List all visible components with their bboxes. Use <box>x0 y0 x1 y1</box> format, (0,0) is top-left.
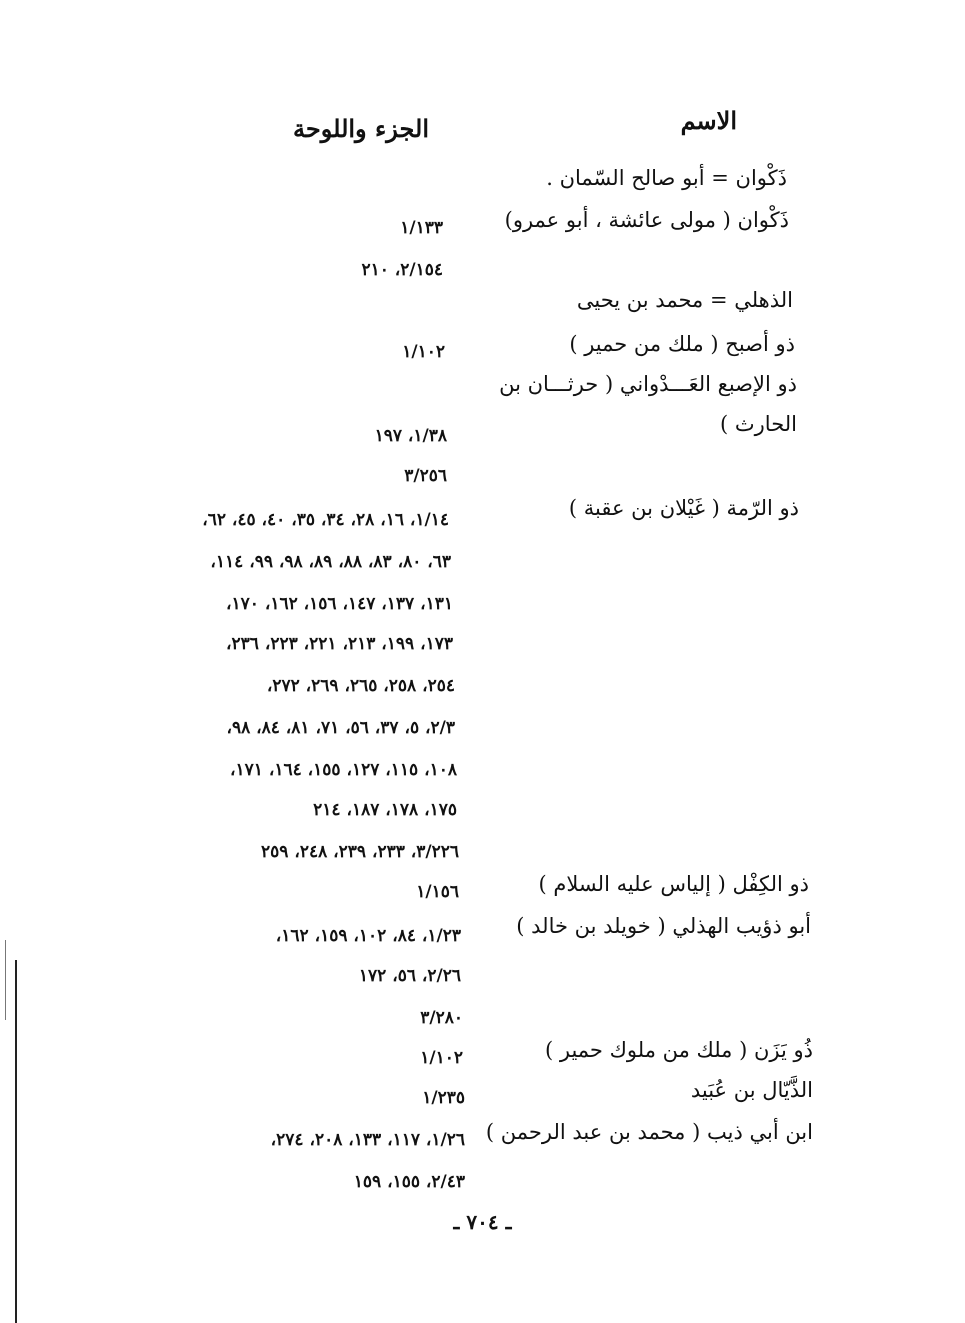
name-entry: ذُو يَزَن ( ملك من ملوك حمير ) <box>545 1038 813 1062</box>
name-entry: ذَكْوان ( مولى عائشة ، أبو عمرو) <box>504 208 789 232</box>
scan-edge-line <box>5 940 6 1020</box>
page-reference: ١/٢٦، ١١٧، ١٣٣، ٢٠٨، ٢٧٤، <box>270 1130 465 1150</box>
page-reference: ١/١٠٢ <box>420 1048 463 1068</box>
name-entry: الحارث ) <box>720 412 797 436</box>
name-entry: ذو الإصبع العَـــدْواني ( حرثـــان بن <box>499 372 797 396</box>
name-entry: الذهلي = محمد بن يحيى <box>576 288 793 312</box>
page-number: ـ ٧٠٤ ـ <box>453 1210 512 1234</box>
page-reference: ١٧٣، ١٩٩، ٢١٣، ٢٢١، ٢٢٣، ٢٣٦، <box>226 634 453 654</box>
name-entry: ذو الكِفْل ( إلياس عليه السلام ) <box>538 872 809 896</box>
page-reference: ١/٣٨، ١٩٧ <box>374 426 447 446</box>
page-reference: ١٠٨، ١١٥، ١٢٧، ١٥٥، ١٦٤، ١٧١، <box>230 760 457 780</box>
page-reference: ٢/١٥٤، ٢١٠ <box>361 260 443 280</box>
page-reference: ١٣١، ١٣٧، ١٤٧، ١٥٦، ١٦٢، ١٧٠، <box>226 594 453 614</box>
name-entry: ذو الرّمة ( غَيْلان بن عقبة ) <box>568 496 799 520</box>
page-reference: ١/٢٣٥ <box>422 1088 465 1108</box>
name-entry: الذَّيّال بن عُبَيد <box>690 1078 813 1102</box>
name-entry: ابن أبي ذيب ( محمد بن عبد الرحمن ) <box>485 1120 813 1144</box>
page-reference: ٣/٢٢٦، ٢٣٣، ٢٣٩، ٢٤٨، ٢٥٩ <box>261 842 459 862</box>
page-reference: ٦٣، ٨٠، ٨٣، ٨٨، ٨٩، ٩٨، ٩٩، ١١٤، <box>210 552 451 572</box>
page-reference: ١٧٥، ١٧٨، ١٨٧، ٢١٤ <box>313 800 457 820</box>
name-entry: أبو ذؤيب الهذلي ( خويلد بن خالد ) <box>516 914 811 938</box>
column-header-name: الاسم <box>680 106 737 135</box>
page-reference: ٢/٢٦، ٥٦، ١٧٢ <box>358 966 461 986</box>
page-reference: ١/١٣٣ <box>400 218 443 238</box>
page-reference: ٢/٣، ٥، ٣٧، ٥٦، ٧١، ٨١، ٨٤، ٩٨، <box>226 718 455 738</box>
page-reference: ١/١٤، ١٦، ٢٨، ٣٤، ٣٥، ٤٠، ٤٥، ٦٢، <box>202 510 449 530</box>
column-header-part-plate: الجزء واللوحة <box>293 114 429 143</box>
page-reference: ٣/٢٨٠ <box>420 1008 463 1028</box>
page-reference: ١/١٥٦ <box>416 882 459 902</box>
name-entry: ذو أصبح ( ملك من حمير ) <box>569 332 795 356</box>
page-reference: ١/١٠٢ <box>402 342 445 362</box>
page-reference: ٢٥٤، ٢٥٨، ٢٦٥، ٢٦٩، ٢٧٢، <box>266 676 455 696</box>
scan-edge-line <box>15 960 17 1323</box>
page-reference: ٣/٢٥٦ <box>404 466 447 486</box>
page-reference: ١/٢٣، ٨٤، ١٠٢، ١٥٩، ١٦٢، <box>275 926 461 946</box>
name-entry: ذَكْوان = أبو صالح السّمان . <box>546 166 787 190</box>
page-reference: ٢/٤٣، ١٥٥، ١٥٩ <box>353 1172 465 1192</box>
